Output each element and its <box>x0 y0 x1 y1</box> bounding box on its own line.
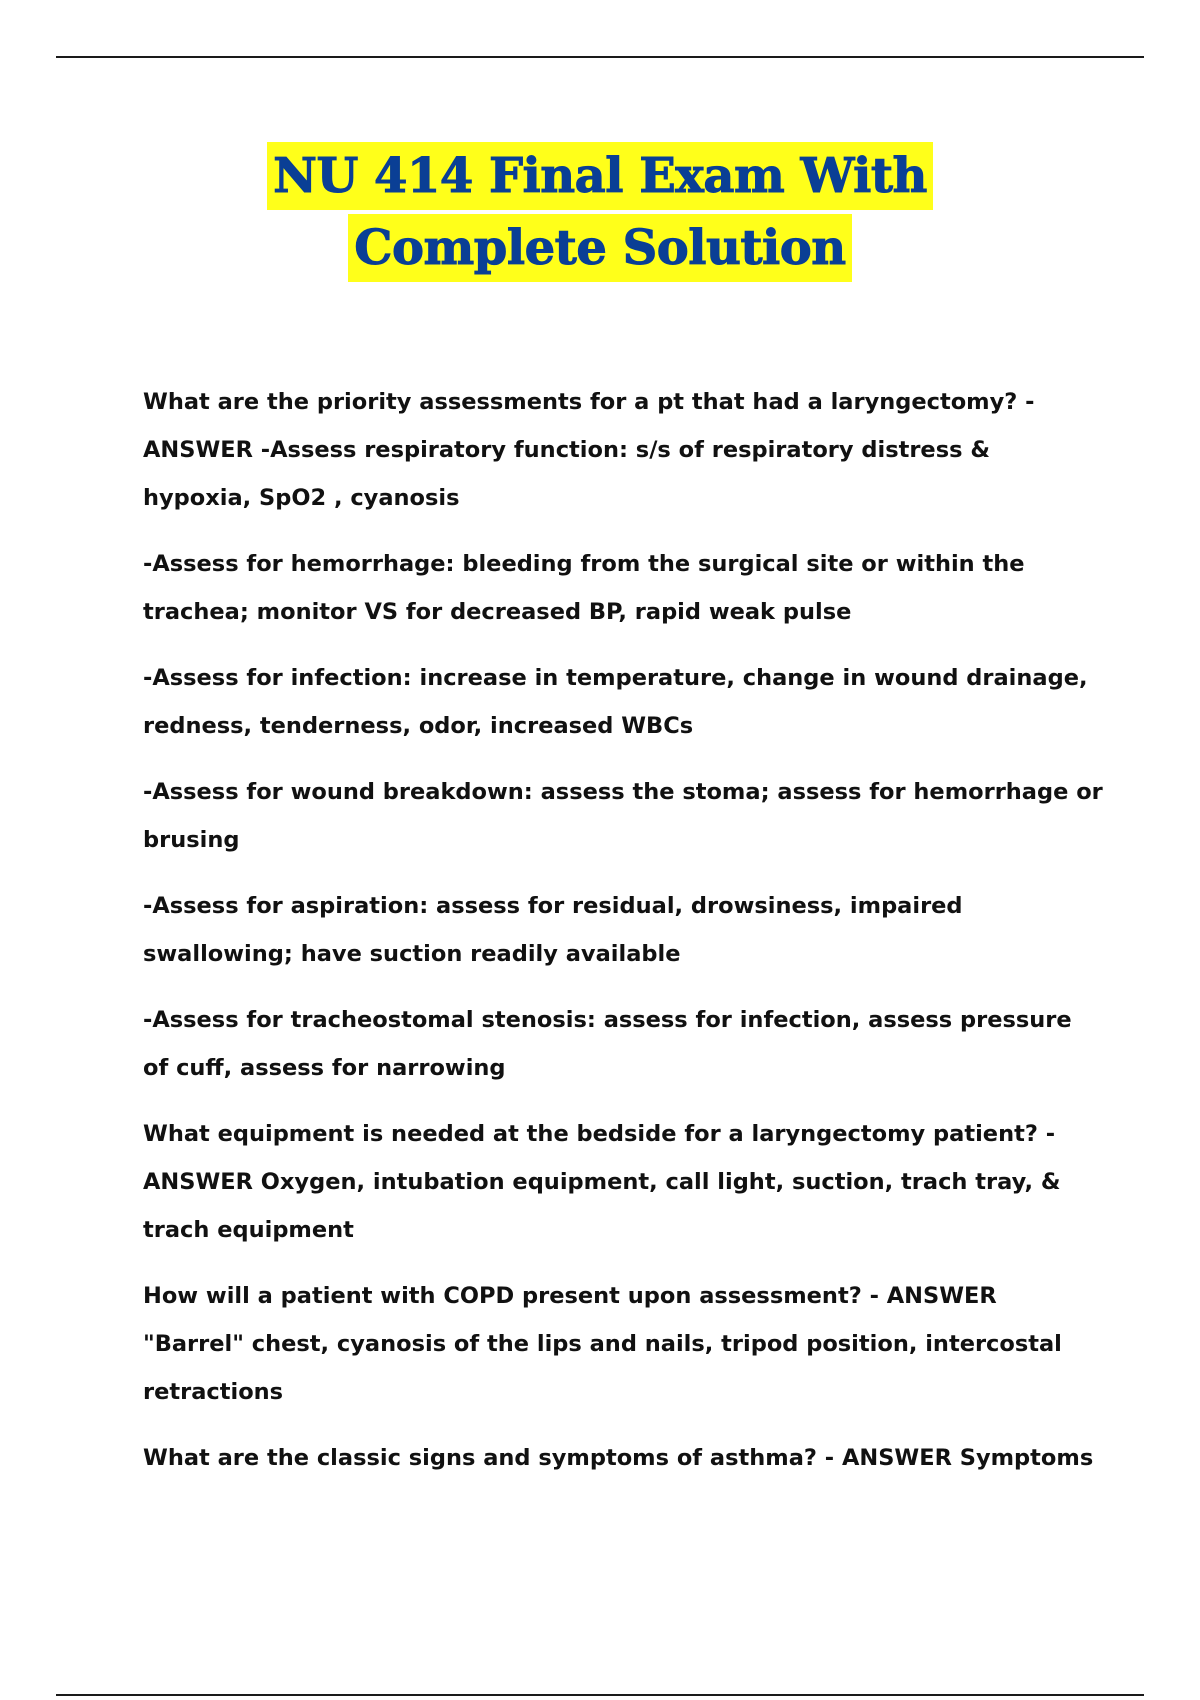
document-title <box>0 142 1200 282</box>
paragraph-laryngectomy-priority: What are the priority assessments for a pt that had a laryngectomy? - ANSWER -Assess respiratory function: s/s of respiratory distress & hypoxia, SpO2 , cyanosis <box>143 389 1035 511</box>
document-body <box>143 378 1103 1500</box>
paragraph-hemorrhage: -Assess for hemorrhage: bleeding from the surgical site or within the trachea; monitor VS for decreased BP, rapid weak pulse <box>143 551 1025 625</box>
paragraph-infection: -Assess for infection: increase in temperature, change in wound drainage, redness, tenderness, odor, increased WBCs <box>143 665 1088 739</box>
top-rule <box>56 56 1144 58</box>
paragraph-tracheostomal-stenosis: -Assess for tracheostomal stenosis: assess for infection, assess pressure of cuff, assess for narrowing <box>143 1007 1072 1081</box>
title-line-1: NU 414 Final Exam With <box>267 142 933 210</box>
title-line-2-wrap <box>0 214 1200 282</box>
bottom-rule <box>56 1694 1144 1696</box>
title-line-1-wrap <box>0 142 1200 210</box>
paragraph-aspiration: -Assess for aspiration: assess for residual, drowsiness, impaired swallowing; have suction readily available <box>143 893 963 967</box>
paragraph-wound-breakdown: -Assess for wound breakdown: assess the stoma; assess for hemorrhage or brusing <box>143 779 1103 853</box>
paragraph-bedside-equipment: What equipment is needed at the bedside for a laryngectomy patient? - ANSWER Oxygen, intubation equipment, call light, suction, trach tray, & trach equipment <box>143 1121 1061 1243</box>
title-line-2: Complete Solution <box>348 214 851 282</box>
paragraph-copd-presentation: How will a patient with COPD present upon assessment? - ANSWER "Barrel" chest, cyanosis of the lips and nails, tripod position, intercostal retractions <box>143 1283 1062 1405</box>
paragraph-asthma-signs: What are the classic signs and symptoms of asthma? - ANSWER Symptoms <box>143 1445 1094 1471</box>
